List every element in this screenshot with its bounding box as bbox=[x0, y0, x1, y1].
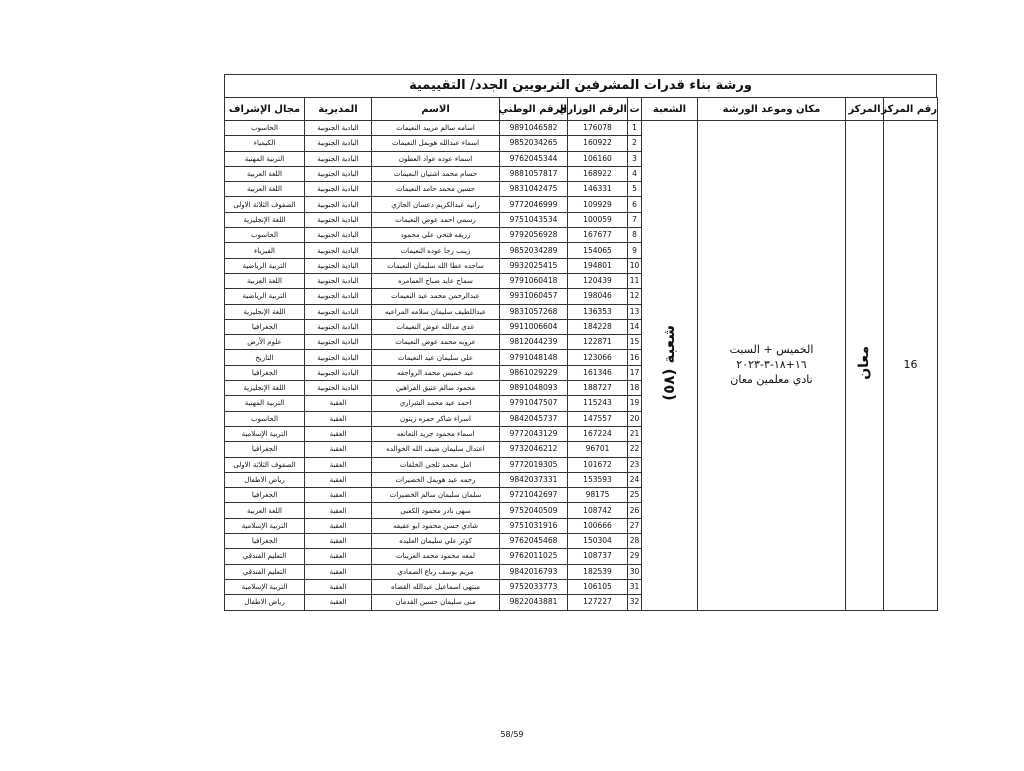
seq-cell: 23 bbox=[628, 457, 642, 472]
ministry-no-cell: 194801 bbox=[568, 258, 628, 273]
seq-cell: 26 bbox=[628, 503, 642, 518]
directorate-cell: البادية الجنوبية bbox=[305, 212, 372, 227]
name-cell: حسام محمد اشتيان النعيمات bbox=[372, 166, 500, 181]
ministry-no-cell: 106160 bbox=[568, 151, 628, 166]
participants-table bbox=[224, 97, 938, 611]
directorate-cell: العقبة bbox=[305, 518, 372, 533]
field-cell: التربية الرياضية bbox=[225, 258, 305, 273]
name-cell: ساجده عطا الله سليمان النعيمات bbox=[372, 258, 500, 273]
national-no-cell: 9791047507 bbox=[500, 396, 568, 411]
seq-cell: 27 bbox=[628, 518, 642, 533]
national-no-cell: 9852034265 bbox=[500, 136, 568, 151]
directorate-cell: البادية الجنوبية bbox=[305, 335, 372, 350]
directorate-cell: البادية الجنوبية bbox=[305, 197, 372, 212]
table-row bbox=[225, 121, 938, 136]
directorate-cell: العقبة bbox=[305, 564, 372, 579]
ministry-no-cell: 122871 bbox=[568, 335, 628, 350]
ministry-no-cell: 150304 bbox=[568, 534, 628, 549]
venue-cell bbox=[698, 121, 846, 611]
name-cell: رانيه عبدالكريم دعسان الجازي bbox=[372, 197, 500, 212]
seq-cell: 16 bbox=[628, 350, 642, 365]
field-cell: الفيزياء bbox=[225, 243, 305, 258]
directorate-cell: العقبة bbox=[305, 411, 372, 426]
table-body bbox=[225, 121, 938, 611]
name-cell: اسماء محمود جريد النعانعه bbox=[372, 426, 500, 441]
name-cell: عروبه محمد عوض النعيمات bbox=[372, 335, 500, 350]
field-cell: الكيمياء bbox=[225, 136, 305, 151]
directorate-cell: العقبة bbox=[305, 503, 372, 518]
name-cell: محمود سالم عتيق الفراهين bbox=[372, 381, 500, 396]
field-cell: الحاسوب bbox=[225, 121, 305, 136]
header-name: الاسم bbox=[372, 98, 500, 121]
branch-label: شعبة (٥٨) bbox=[660, 324, 679, 401]
seq-cell: 6 bbox=[628, 197, 642, 212]
branch-cell bbox=[642, 121, 698, 611]
ministry-no-cell: 136353 bbox=[568, 304, 628, 319]
name-cell: لمعه محمود محمد العرينات bbox=[372, 549, 500, 564]
field-cell: التاريخ bbox=[225, 350, 305, 365]
field-cell: التربية المهنية bbox=[225, 151, 305, 166]
field-cell: الجغرافيا bbox=[225, 442, 305, 457]
national-no-cell: 9842045737 bbox=[500, 411, 568, 426]
seq-cell: 17 bbox=[628, 365, 642, 380]
national-no-cell: 9772019305 bbox=[500, 457, 568, 472]
header-venue: مكان وموعد الورشة bbox=[698, 98, 846, 121]
ministry-no-cell: 160922 bbox=[568, 136, 628, 151]
national-no-cell: 9931060457 bbox=[500, 289, 568, 304]
seq-cell: 24 bbox=[628, 472, 642, 487]
ministry-no-cell: 154065 bbox=[568, 243, 628, 258]
directorate-cell: العقبة bbox=[305, 534, 372, 549]
field-cell: اللغة الإنجليزية bbox=[225, 381, 305, 396]
name-cell: سماح عايد صباح العمامره bbox=[372, 273, 500, 288]
national-no-cell: 9852034289 bbox=[500, 243, 568, 258]
seq-cell: 11 bbox=[628, 273, 642, 288]
venue-line: الخميس + السبت bbox=[729, 342, 814, 356]
national-no-cell: 9762045344 bbox=[500, 151, 568, 166]
field-cell: اللغة العربية bbox=[225, 273, 305, 288]
national-no-cell: 9752033773 bbox=[500, 579, 568, 594]
field-cell: التربية المهنية bbox=[225, 396, 305, 411]
field-cell: الجغرافيا bbox=[225, 488, 305, 503]
ministry-no-cell: 188727 bbox=[568, 381, 628, 396]
field-cell: الجغرافيا bbox=[225, 365, 305, 380]
ministry-no-cell: 96701 bbox=[568, 442, 628, 457]
document-sheet bbox=[224, 74, 937, 611]
national-no-cell: 9831057268 bbox=[500, 304, 568, 319]
name-cell: شادي حسن محمود ابو عفيفه bbox=[372, 518, 500, 533]
field-cell: الحاسوب bbox=[225, 228, 305, 243]
ministry-no-cell: 176078 bbox=[568, 121, 628, 136]
field-cell: التعليم الفندقي bbox=[225, 564, 305, 579]
seq-cell: 10 bbox=[628, 258, 642, 273]
name-cell: اسماء عوده عواد العطون bbox=[372, 151, 500, 166]
national-no-cell: 9891048093 bbox=[500, 381, 568, 396]
seq-cell: 14 bbox=[628, 319, 642, 334]
seq-cell: 30 bbox=[628, 564, 642, 579]
seq-cell: 18 bbox=[628, 381, 642, 396]
national-no-cell: 9911006604 bbox=[500, 319, 568, 334]
ministry-no-cell: 147557 bbox=[568, 411, 628, 426]
national-no-cell: 9861029229 bbox=[500, 365, 568, 380]
field-cell: التربية الإسلامية bbox=[225, 426, 305, 441]
field-cell: رياض الاطفال bbox=[225, 472, 305, 487]
name-cell: سلمان سليمان سالم الخضيرات bbox=[372, 488, 500, 503]
center-no-cell: 16 bbox=[884, 121, 938, 611]
sheet-title: ورشة بناء قدرات المشرفين التربويين الجدد/ التقييمية bbox=[224, 74, 937, 97]
header-center: المركز bbox=[846, 98, 884, 121]
directorate-cell: العقبة bbox=[305, 442, 372, 457]
name-cell: رسمي احمد عوض النعيمات bbox=[372, 212, 500, 227]
field-cell: التعليم الفندقي bbox=[225, 549, 305, 564]
ministry-no-cell: 167677 bbox=[568, 228, 628, 243]
name-cell: اسامه سالم مريبد النعيمات bbox=[372, 121, 500, 136]
name-cell: رحمه عيد هويمل الخضيرات bbox=[372, 472, 500, 487]
seq-cell: 21 bbox=[628, 426, 642, 441]
ministry-no-cell: 127227 bbox=[568, 595, 628, 610]
name-cell: عدي مدالله عوض النعيمات bbox=[372, 319, 500, 334]
seq-cell: 31 bbox=[628, 579, 642, 594]
field-cell: اللغة الإنجليزية bbox=[225, 304, 305, 319]
national-no-cell: 9792056928 bbox=[500, 228, 568, 243]
directorate-cell: العقبة bbox=[305, 595, 372, 610]
seq-cell: 7 bbox=[628, 212, 642, 227]
directorate-cell: البادية الجنوبية bbox=[305, 365, 372, 380]
national-no-cell: 9791060418 bbox=[500, 273, 568, 288]
header-ministry-no: الرقم الوزاري bbox=[568, 98, 628, 121]
name-cell: سهى نادر محمود الكعبي bbox=[372, 503, 500, 518]
page-number: 58/59 bbox=[500, 730, 524, 739]
header-national-no: الرقم الوطني bbox=[500, 98, 568, 121]
directorate-cell: البادية الجنوبية bbox=[305, 228, 372, 243]
field-cell: التربية الرياضية bbox=[225, 289, 305, 304]
national-no-cell: 9751043534 bbox=[500, 212, 568, 227]
name-cell: امل محمد ثلجي الخلفات bbox=[372, 457, 500, 472]
directorate-cell: البادية الجنوبية bbox=[305, 350, 372, 365]
name-cell: علي سليمان عيد النعيمات bbox=[372, 350, 500, 365]
national-no-cell: 9932025415 bbox=[500, 258, 568, 273]
directorate-cell: البادية الجنوبية bbox=[305, 151, 372, 166]
name-cell: مريم يوسف رباع الصمادي bbox=[372, 564, 500, 579]
national-no-cell: 9772043129 bbox=[500, 426, 568, 441]
national-no-cell: 9842037331 bbox=[500, 472, 568, 487]
directorate-cell: البادية الجنوبية bbox=[305, 166, 372, 181]
center-name: معان bbox=[856, 345, 873, 380]
field-cell: التربية الإسلامية bbox=[225, 518, 305, 533]
field-cell: التربية الإسلامية bbox=[225, 579, 305, 594]
national-no-cell: 9762045468 bbox=[500, 534, 568, 549]
national-no-cell: 9732046212 bbox=[500, 442, 568, 457]
ministry-no-cell: 109929 bbox=[568, 197, 628, 212]
venue-line: نادي معلمين معان bbox=[730, 372, 813, 386]
name-cell: زينب رجا عوده النعيمات bbox=[372, 243, 500, 258]
seq-cell: 25 bbox=[628, 488, 642, 503]
seq-cell: 32 bbox=[628, 595, 642, 610]
seq-cell: 4 bbox=[628, 166, 642, 181]
name-cell: اسماء عبدالله هويمل النعيمات bbox=[372, 136, 500, 151]
national-no-cell: 9721042697 bbox=[500, 488, 568, 503]
seq-cell: 20 bbox=[628, 411, 642, 426]
ministry-no-cell: 100666 bbox=[568, 518, 628, 533]
ministry-no-cell: 106105 bbox=[568, 579, 628, 594]
seq-cell: 8 bbox=[628, 228, 642, 243]
national-no-cell: 9812044239 bbox=[500, 335, 568, 350]
ministry-no-cell: 167224 bbox=[568, 426, 628, 441]
directorate-cell: البادية الجنوبية bbox=[305, 304, 372, 319]
seq-cell: 1 bbox=[628, 121, 642, 136]
ministry-no-cell: 101672 bbox=[568, 457, 628, 472]
directorate-cell: البادية الجنوبية bbox=[305, 258, 372, 273]
seq-cell: 28 bbox=[628, 534, 642, 549]
header-branch: الشعبة bbox=[642, 98, 698, 121]
directorate-cell: البادية الجنوبية bbox=[305, 136, 372, 151]
national-no-cell: 9791048148 bbox=[500, 350, 568, 365]
directorate-cell: العقبة bbox=[305, 396, 372, 411]
directorate-cell: العقبة bbox=[305, 488, 372, 503]
name-cell: زريقه فتحي علي محمود bbox=[372, 228, 500, 243]
venue-line: ١٦+١٨-٣-٢٠٢٣ bbox=[736, 357, 807, 371]
directorate-cell: البادية الجنوبية bbox=[305, 319, 372, 334]
ministry-no-cell: 182539 bbox=[568, 564, 628, 579]
seq-cell: 13 bbox=[628, 304, 642, 319]
field-cell: علوم الأرض bbox=[225, 335, 305, 350]
directorate-cell: البادية الجنوبية bbox=[305, 182, 372, 197]
field-cell: الحاسوب bbox=[225, 411, 305, 426]
name-cell: منى سليمان حسين القدمان bbox=[372, 595, 500, 610]
national-no-cell: 9831042475 bbox=[500, 182, 568, 197]
name-cell: عيد خميس محمد الرواجفه bbox=[372, 365, 500, 380]
ministry-no-cell: 161346 bbox=[568, 365, 628, 380]
center-cell bbox=[846, 121, 884, 611]
directorate-cell: البادية الجنوبية bbox=[305, 273, 372, 288]
seq-cell: 29 bbox=[628, 549, 642, 564]
name-cell: منتهى اسماعيل عبدالله القضاه bbox=[372, 579, 500, 594]
ministry-no-cell: 115243 bbox=[568, 396, 628, 411]
seq-cell: 3 bbox=[628, 151, 642, 166]
field-cell: اللغة العربية bbox=[225, 503, 305, 518]
seq-cell: 12 bbox=[628, 289, 642, 304]
seq-cell: 9 bbox=[628, 243, 642, 258]
directorate-cell: البادية الجنوبية bbox=[305, 289, 372, 304]
ministry-no-cell: 98175 bbox=[568, 488, 628, 503]
seq-cell: 19 bbox=[628, 396, 642, 411]
ministry-no-cell: 108742 bbox=[568, 503, 628, 518]
ministry-no-cell: 108737 bbox=[568, 549, 628, 564]
national-no-cell: 9881057817 bbox=[500, 166, 568, 181]
directorate-cell: العقبة bbox=[305, 579, 372, 594]
seq-cell: 5 bbox=[628, 182, 642, 197]
ministry-no-cell: 153593 bbox=[568, 472, 628, 487]
field-cell: اللغة الإنجليزية bbox=[225, 212, 305, 227]
field-cell: الصفوف الثلاثة الاولى bbox=[225, 457, 305, 472]
seq-cell: 22 bbox=[628, 442, 642, 457]
field-cell: الصفوف الثلاثة الاولى bbox=[225, 197, 305, 212]
directorate-cell: العقبة bbox=[305, 472, 372, 487]
field-cell: اللغة العربية bbox=[225, 182, 305, 197]
seq-cell: 15 bbox=[628, 335, 642, 350]
ministry-no-cell: 100059 bbox=[568, 212, 628, 227]
field-cell: اللغة العربية bbox=[225, 166, 305, 181]
directorate-cell: العقبة bbox=[305, 426, 372, 441]
name-cell: احمد عيد محمد الشراري bbox=[372, 396, 500, 411]
name-cell: حسين محمد حامد النعيمات bbox=[372, 182, 500, 197]
national-no-cell: 9822043881 bbox=[500, 595, 568, 610]
directorate-cell: البادية الجنوبية bbox=[305, 243, 372, 258]
name-cell: كوثر علي سليمان العليده bbox=[372, 534, 500, 549]
header-seq: ت bbox=[628, 98, 642, 121]
ministry-no-cell: 120439 bbox=[568, 273, 628, 288]
ministry-no-cell: 146331 bbox=[568, 182, 628, 197]
ministry-no-cell: 123066 bbox=[568, 350, 628, 365]
directorate-cell: العقبة bbox=[305, 549, 372, 564]
national-no-cell: 9752040509 bbox=[500, 503, 568, 518]
national-no-cell: 9751031916 bbox=[500, 518, 568, 533]
national-no-cell: 9891046582 bbox=[500, 121, 568, 136]
directorate-cell: البادية الجنوبية bbox=[305, 121, 372, 136]
header-row bbox=[225, 98, 938, 121]
national-no-cell: 9772046999 bbox=[500, 197, 568, 212]
ministry-no-cell: 198046 bbox=[568, 289, 628, 304]
directorate-cell: العقبة bbox=[305, 457, 372, 472]
directorate-cell: البادية الجنوبية bbox=[305, 381, 372, 396]
name-cell: عبداللطيف سليمان سلامه المراعيه bbox=[372, 304, 500, 319]
national-no-cell: 9762011025 bbox=[500, 549, 568, 564]
header-field: مجال الإشراف bbox=[225, 98, 305, 121]
name-cell: اعتدال سليمان ضيف الله الخوالده bbox=[372, 442, 500, 457]
name-cell: اسراء شاكر حمزه زيتون bbox=[372, 411, 500, 426]
ministry-no-cell: 184228 bbox=[568, 319, 628, 334]
header-directorate: المديرية bbox=[305, 98, 372, 121]
field-cell: الجغرافيا bbox=[225, 319, 305, 334]
name-cell: عبدالرحمن محمد عيد النعيمات bbox=[372, 289, 500, 304]
seq-cell: 2 bbox=[628, 136, 642, 151]
field-cell: الجغرافيا bbox=[225, 534, 305, 549]
ministry-no-cell: 168922 bbox=[568, 166, 628, 181]
field-cell: رياض الاطفال bbox=[225, 595, 305, 610]
header-center-no: رقم المركز bbox=[884, 98, 938, 121]
national-no-cell: 9842016793 bbox=[500, 564, 568, 579]
